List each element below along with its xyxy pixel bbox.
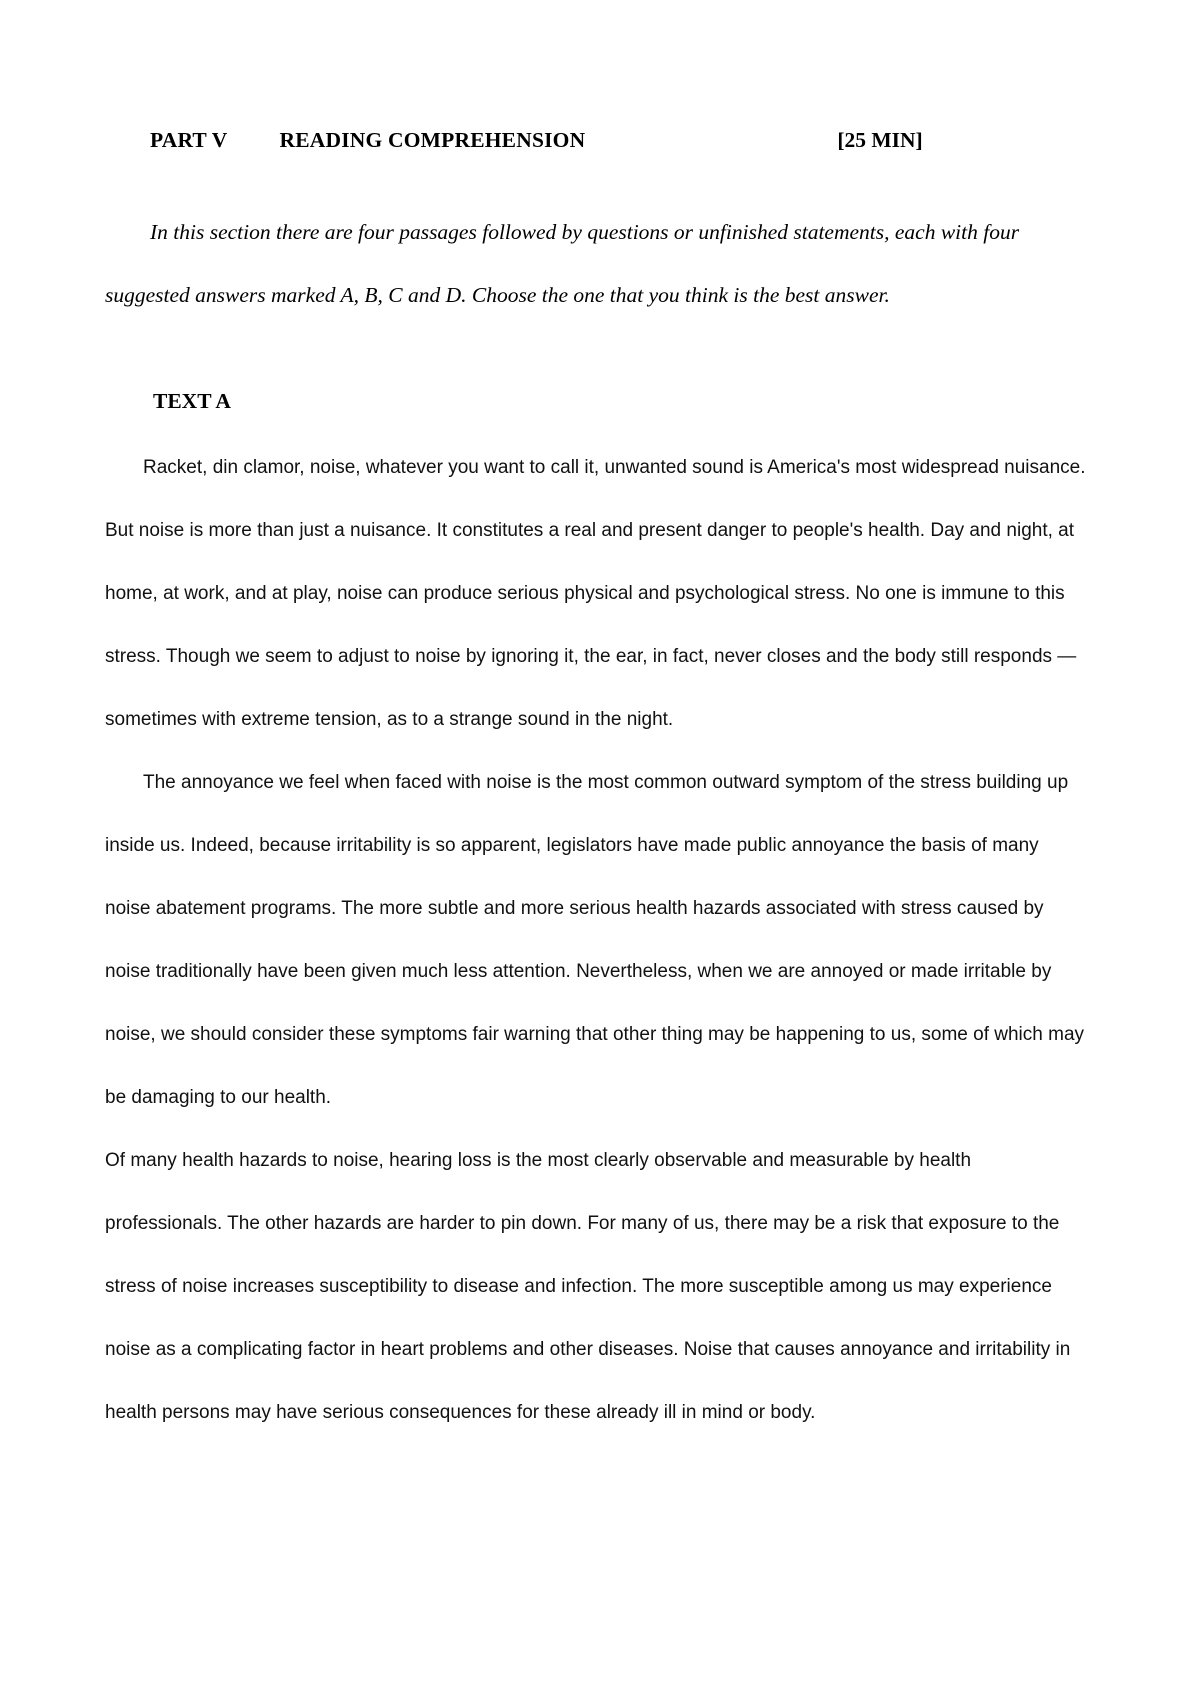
page-title: READING COMPREHENSION — [279, 128, 586, 152]
time-allowance-label: [25 MIN] — [837, 128, 923, 152]
passage-paragraph-3: Of many health hazards to noise, hearing loss is the most clearly observable and measurable by health professionals. The other hazards are harder to pin down. For many of us, there may be a risk that exposure to the stress of noise increases susceptibility to disease and infection. The more susceptible among us may experience noise as a complicating factor in heart problems and other diseases. Noise that causes annoyance and irritability in health persons may have serious consequences for these already ill in mind or body. — [105, 1150, 1071, 1423]
instructions-paragraph: In this section there are four passages followed by questions or unfinished statements, each with four suggested answers marked A, B, C and D. Choose the one that you think is the best answer. — [105, 220, 1020, 307]
part-label: PART V — [150, 128, 228, 152]
section-title: TEXT A — [153, 389, 231, 413]
passage-paragraph-1: Racket, din clamor, noise, whatever you want to call it, unwanted sound is America's most widespread nuisance. But noise is more than just a nuisance. It constitutes a real and present danger to people's health. Day and night, at home, at work, and at play, noise can produce serious physical and psychological stress. No one is immune to this stress. Though we seem to adjust to noise by ignoring it, the ear, in fact, never closes and the body still responds —sometimes with extreme tension, as to a strange sound in the night. — [105, 457, 1086, 730]
passage-body — [105, 436, 1086, 1444]
passage-paragraph-2: The annoyance we feel when faced with noise is the most common outward symptom of the stress building up inside us. Indeed, because irritability is so apparent, legislators have made public annoyance the basis of many noise abatement programs. The more subtle and more serious health hazards associated with stress caused by noise traditionally have been given much less attention. Nevertheless, when we are annoyed or made irritable by noise, we should consider these symptoms fair warning that other thing may be happening to us, some of which may be damaging to our health. — [105, 772, 1085, 1108]
page-header — [150, 128, 1086, 153]
